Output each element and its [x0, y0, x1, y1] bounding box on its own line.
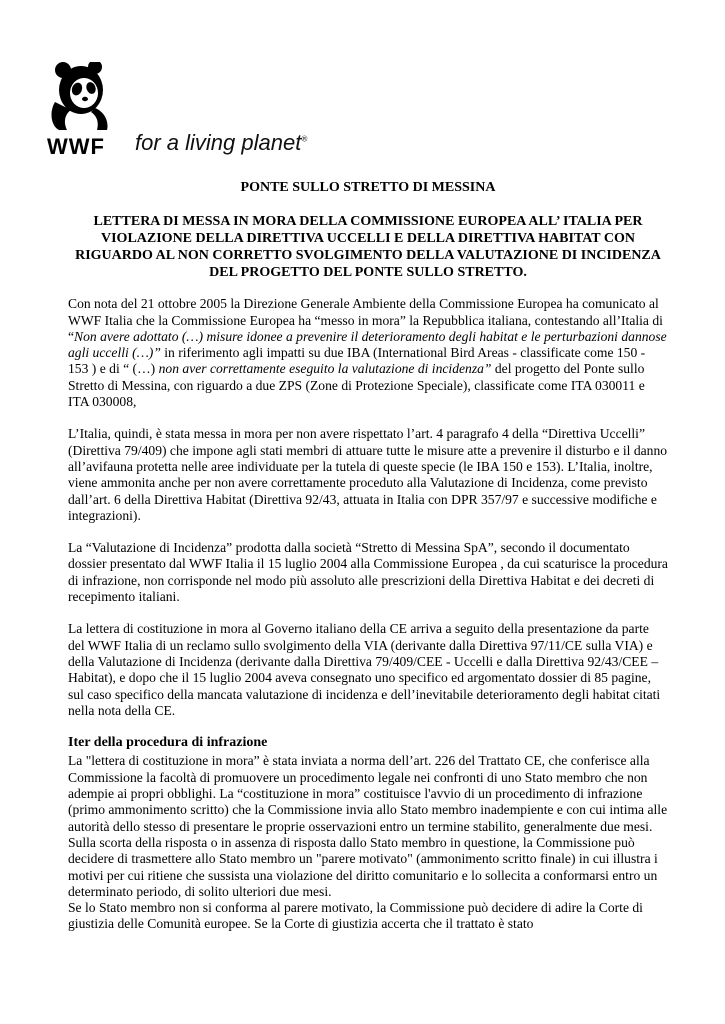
document-subtitle: LETTERA DI MESSA IN MORA DELLA COMMISSIONE EUROPEA ALL’ ITALIA PER VIOLAZIONE DELLA DIRETTIVA UCCELLI E DELLA DIRETTIVA HABITAT CON RIGUARDO AL NON CORRETTO SVOLGIMENTO DELLA VALUTAZIONE DI INCIDENZA DEL PROGETTO DEL PONTE SULLO STRETTO. — [75, 214, 661, 281]
paragraph-1-quote-2: non aver correttamente eseguito la valutazione di incidenza” — [158, 361, 492, 377]
paragraph-5: La "lettera di costituzione in mora” è stata inviata a norma dell’art. 226 del Trattato CE, che conferisce alla Commissione la facoltà di promuovere un procedimento legale nei confronti di uno Stato membro che non adempie ai propri obblighi. La “costituzione in mora” costituisce l'avvio di un procedimento di infrazione (primo ammonimento scritto) che la Commissione invia allo Stato membro inadempiente e con cui intima alle autorità dello stesso di presentare le proprie osservazioni entro un termine stabilito, generalmente due mesi. — [68, 753, 668, 834]
document-body — [68, 180, 668, 933]
paragraph-4: La lettera di costituzione in mora al Governo italiano della CE arriva a seguito della presentazione da parte del WWF Italia di un reclamo sullo svolgimento della VIA (derivante dalla Direttiva 97/11/CE sulla VIA) e della Valutazione di Incidenza (derivante dalla Direttiva 79/409/CEE - Uccelli e dalla Direttiva 92/43/CEE – Habitat), e dopo che il 15 luglio 2004 aveva consegnato uno specifico ed argomentato dossier di 85 pagine, sul caso specifico della mancata valutazione di incidenza e dell’inevitabile deterioramento degli habitat citati nella nota della CE. — [68, 621, 661, 718]
paragraph-1-part-a: Con nota del 21 ottobre 2005 la Direzione Generale Ambiente della Commissione Europea ha comunicato al WWF Italia che la Commissione Europea ha “messo in mora” la Repubblica italiana, contestando all’Italia di “ — [68, 296, 663, 344]
paragraph-1 — [68, 296, 668, 410]
paragraph-3: La “Valutazione di Incidenza” prodotta dalla società “Stretto di Messina SpA”, secondo il documentato dossier presentato dal WWF Italia il 15 luglio 2004 alla Commissione Europea , da cui scaturisce la procedura di infrazione, non corrisponde nel modo più assoluto alle prescrizioni della Direttiva Habitat e dei decreti di recepimento italiani. — [68, 540, 668, 605]
section-heading: Iter della procedura di infrazione — [68, 735, 268, 751]
paragraph-7: Se lo Stato membro non si conforma al parere motivato, la Commissione può decidere di adire la Corte di giustizia delle Comunità europee. Se la Corte di giustizia accerta che il trattato è stato — [68, 900, 643, 932]
wwf-logo — [47, 62, 337, 162]
tagline — [135, 130, 307, 156]
paragraph-1-part-c: del progetto del Ponte sullo Stretto di Messina, con riguardo a due ZPS (Zone di Protezione Speciale), classificate come ITA 030011 e ITA 030008, — [68, 361, 645, 410]
paragraph-1-quote-1: Non avere adottato (…) misure idonee a prevenire il deterioramento degli habitat e le perturbazioni dannose agli uccelli (…)” — [68, 328, 667, 361]
paragraph-6: Sulla scorta della risposta o in assenza di risposta dallo Stato membro in questione, la Commissione può decidere di trasmettere allo Stato membro un "parere motivato" (ammonimento scritto finale) in cui illustra i motivi per cui ritiene che sussista una violazione del diritto comunitario e lo sollecita a conformarsi entro un determinato periodo, di solito ulteriori due mesi. — [68, 834, 658, 899]
panda-icon — [47, 62, 111, 132]
paragraph-1-part-b: in riferimento agli impatti su due IBA (International Bird Areas - classificate come 150 - 153 ) e di “ (…) — [68, 345, 646, 377]
brand-name: WWF — [47, 134, 105, 159]
registered-mark: ® — [301, 134, 308, 144]
tagline-text: for a living planet — [135, 130, 302, 155]
paragraph-2: L’Italia, quindi, è stata messa in mora per non avere rispettato l’art. 4 paragrafo 4 della “Direttiva Uccelli” (Direttiva 79/409) che impone agli stati membri di attuare tutte le misure atte a prevenire il disturbo e il danno all’avifauna protetta nelle aree individuate per la tutela di queste specie (le IBA 150 e 153). L’Italia, inoltre, viene ammonita anche per non avere correttamente proceduto alla Valutazione di Incidenza, come previsto dall’art. 6 della Direttiva Habitat (Direttiva 92/43, attuata in Italia con DPR 357/97 e successive modifiche e integrazioni). — [68, 426, 668, 523]
document-title: PONTE SULLO STRETTO DI MESSINA — [240, 180, 496, 195]
